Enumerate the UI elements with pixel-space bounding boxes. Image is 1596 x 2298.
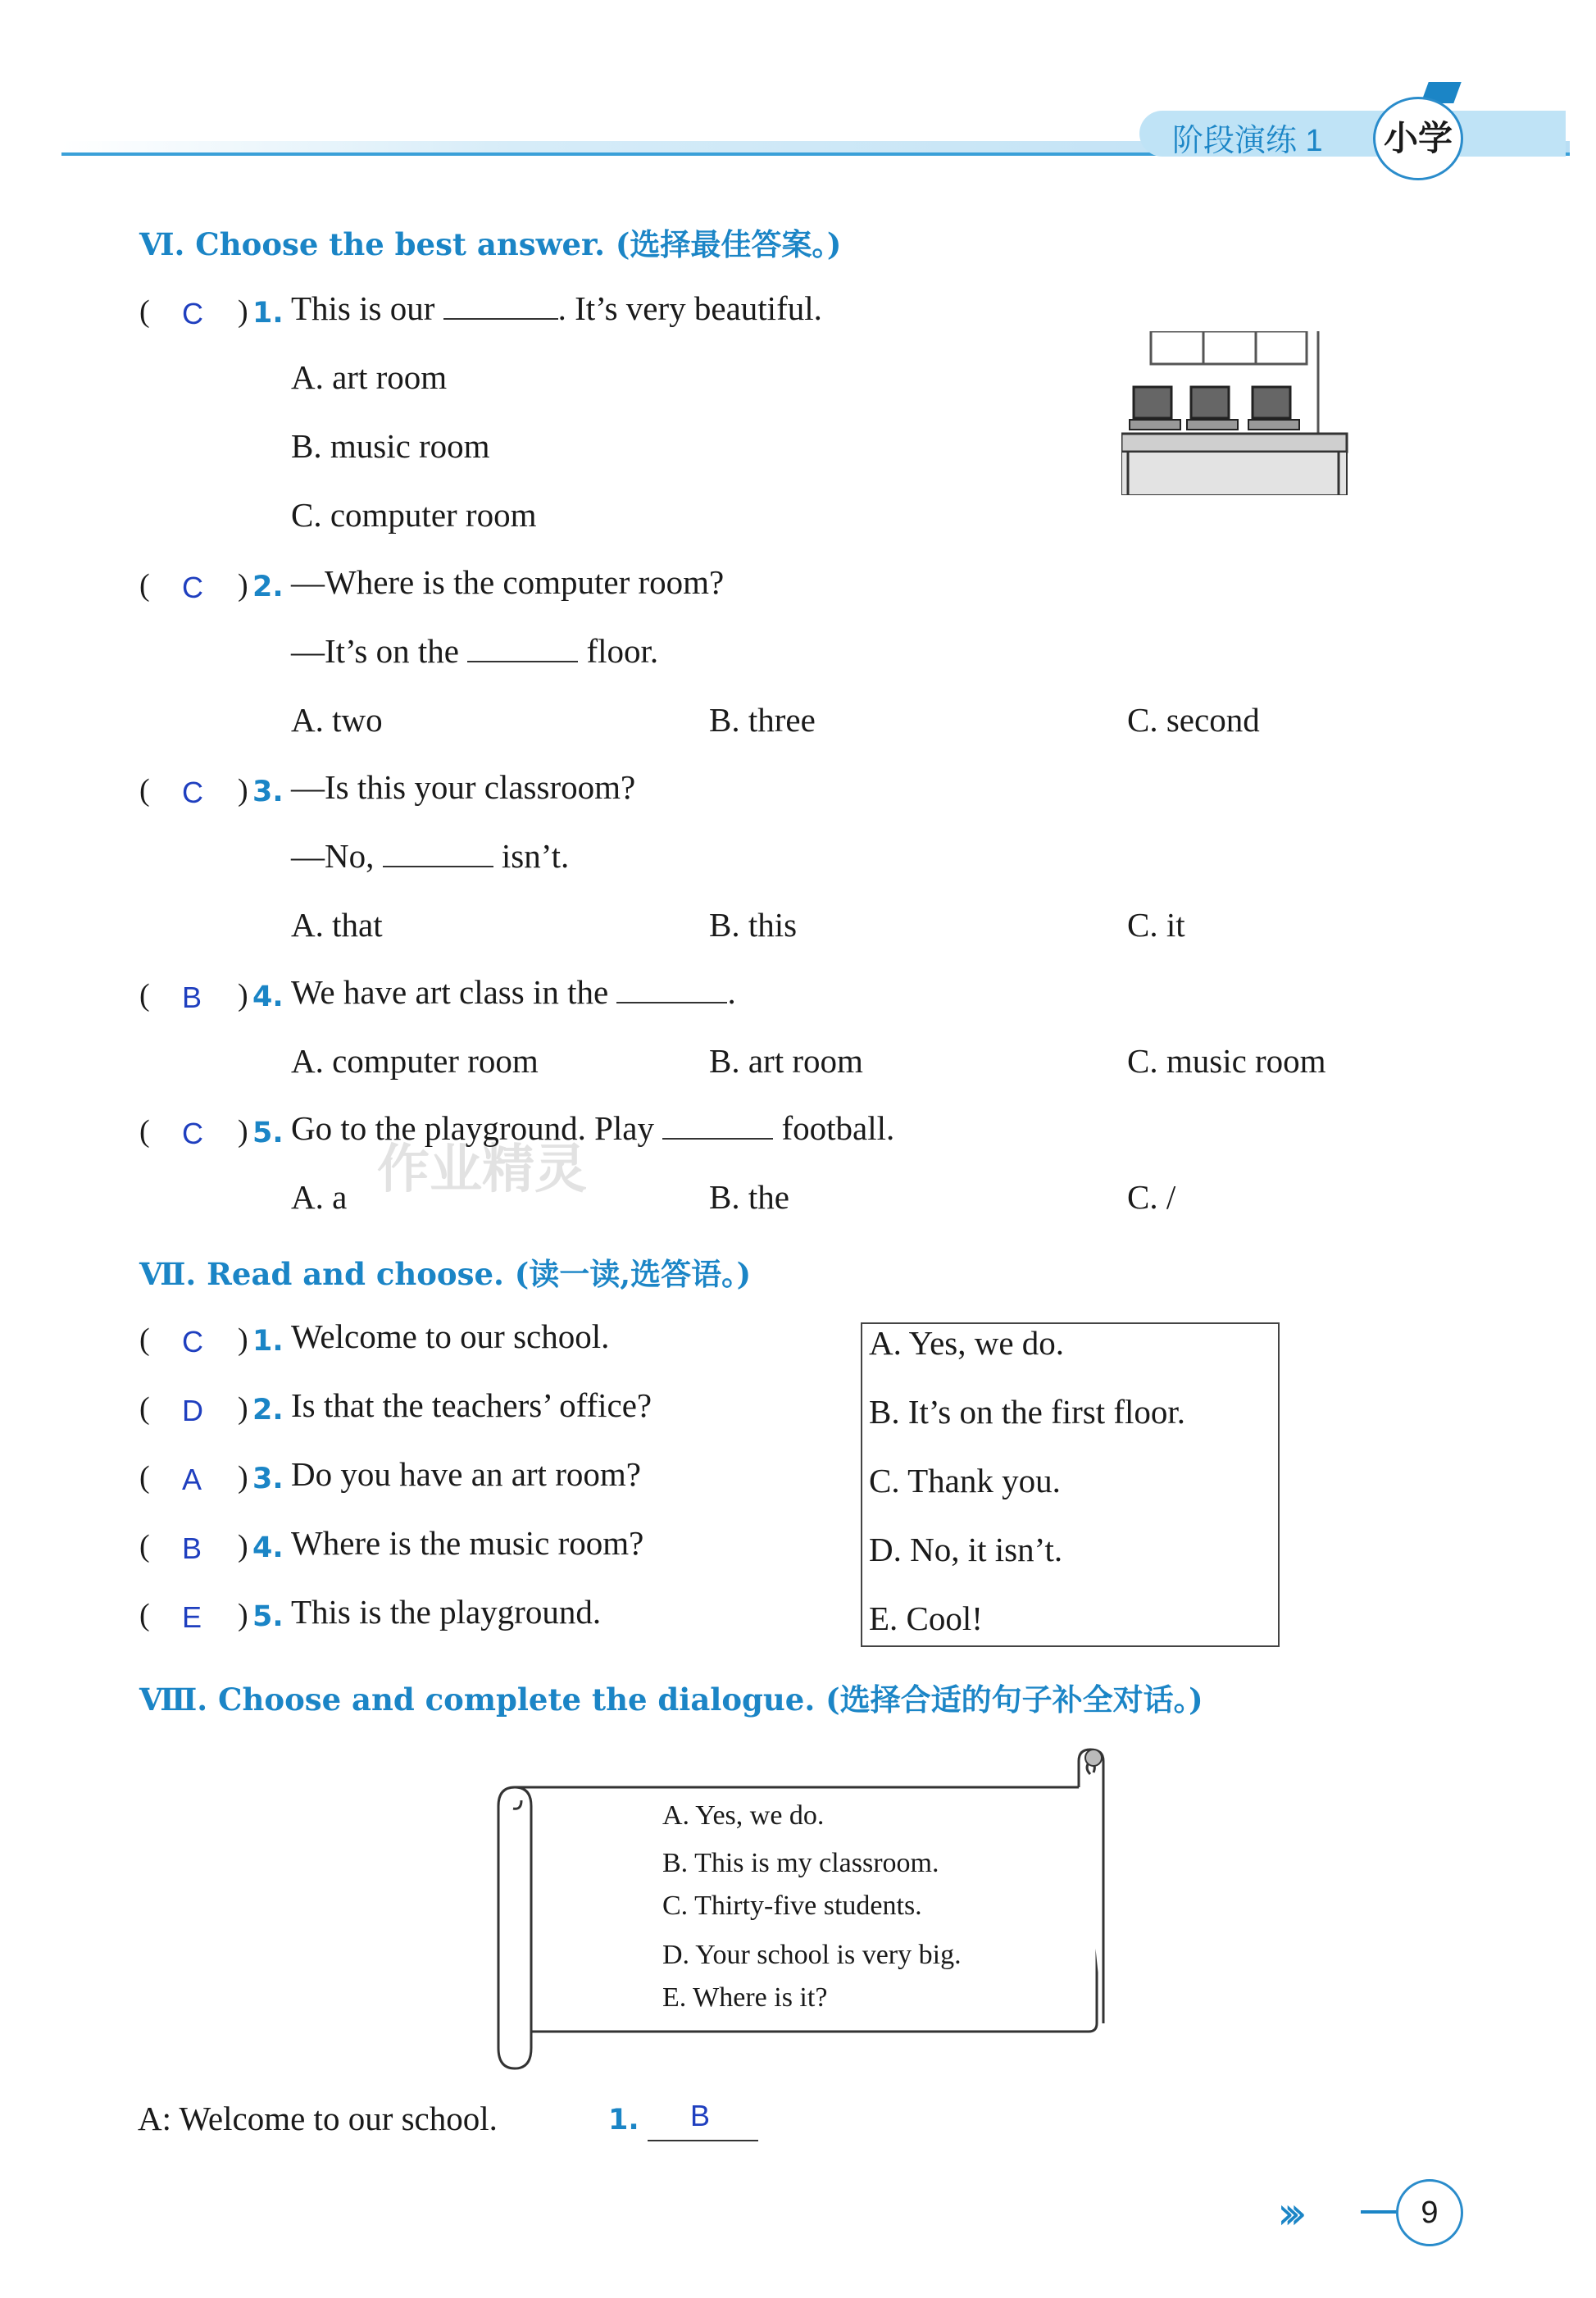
stem-part: isn’t. [501,837,570,875]
header-title: 阶段演练 1 [1172,124,1323,158]
speaker: A: [138,2100,171,2137]
option: C. music room [1127,1042,1326,1080]
question-stem [291,289,822,328]
section-7-title: Ⅶ. Read and choose. (读一读,选答语。) [139,1256,752,1292]
scroll-option: A. Yes, we do. [662,1800,825,1831]
stem-part: This is our [291,289,435,327]
option: C. second [1127,701,1260,739]
answer-paren: ( [139,1529,150,1563]
page-number: 9 [1396,2179,1463,2246]
blank-line [616,977,727,1003]
option: B. the [709,1178,789,1216]
answer-paren: ) [238,294,248,329]
answer-value: A [182,1463,202,1496]
reply-option: B. It’s on the first floor. [869,1393,1186,1431]
option: C. computer room [291,496,537,534]
question-number: 5. [252,1600,284,1633]
question-number: 1. [252,1325,284,1358]
option: A. a [291,1178,348,1216]
answer-paren: ( [139,1460,150,1495]
question-number: 4. [252,1531,284,1564]
question-number: 3. [252,1463,284,1495]
reply-option: D. No, it isn’t. [869,1531,1063,1568]
option: B. music room [291,427,490,465]
stem-part: —No, [291,837,375,875]
option: A. computer room [291,1042,539,1080]
dialogue-text: Welcome to our school. [179,2100,498,2137]
answer-paren: ) [238,1529,248,1563]
answer-paren: ) [238,773,248,808]
question-number: 2. [252,1394,284,1427]
scroll-option: C. Thirty-five students. [662,1891,922,1921]
answer-value: B [690,2099,711,2132]
question-text: Welcome to our school. [291,1317,610,1355]
answer-value: C [182,1117,203,1150]
question-text: Where is the music room? [291,1524,644,1562]
stem-part: —It’s on the [291,632,459,670]
question-stem-2 [291,631,658,671]
scroll-option: D. Your school is very big. [662,1940,962,1970]
answer-paren: ( [139,1322,150,1357]
computer-room-image [1121,331,1351,495]
question-stem-2 [291,836,569,876]
answer-value: C [182,571,203,604]
logo: 小学 [1373,97,1463,180]
answer-value: E [182,1600,202,1634]
question-text: This is the playground. [291,1593,602,1631]
stem-part: . [727,973,736,1011]
answer-paren: ( [139,1598,150,1632]
answer-paren: ( [139,1391,150,1426]
answer-value: C [182,1325,203,1358]
stem-part: We have art class in the [291,973,609,1011]
option: A. two [291,701,383,739]
stem-part: floor. [586,632,659,670]
option: A. art room [291,358,448,396]
question-number: 1. [252,297,284,330]
stem-part: . It’s very beautiful. [557,289,822,327]
answer-paren: ( [139,568,150,603]
answer-value: C [182,297,203,330]
answer-value: D [182,1394,203,1427]
question-text: Do you have an art room? [291,1455,641,1493]
question-number: 2. [252,571,284,603]
section-6-title: Ⅵ. Choose the best answer. (选择最佳答案。) [139,226,842,262]
blank-line [443,294,558,320]
question-stem: —Is this your classroom? [291,768,636,806]
scroll-option: E. Where is it? [662,1982,828,2013]
reply-option: E. Cool! [869,1599,983,1637]
option: C. / [1127,1178,1176,1216]
answer-paren: ( [139,294,150,329]
scroll-option: B. This is my classroom. [662,1848,939,1878]
watermark: 作业精灵 [377,1140,587,1200]
option: A. that [291,906,383,944]
answer-value: B [182,981,202,1014]
question-stem [291,1108,894,1148]
answer-value: C [182,776,203,809]
question-stem [291,972,736,1012]
question-number: 3. [252,776,284,808]
reply-option: A. Yes, we do. [869,1324,1065,1362]
section-8-title: Ⅷ. Choose and complete the dialogue. (选择合适的句子补全对话。) [139,1681,1203,1718]
answer-paren: ) [238,1322,248,1357]
blank-line [648,2140,758,2141]
answer-paren: ) [238,568,248,603]
answer-paren: ) [238,1460,248,1495]
answer-value: B [182,1531,202,1565]
question-number: 4. [252,981,284,1013]
answer-paren: ) [238,1114,248,1149]
answer-paren: ( [139,773,150,808]
answer-paren: ) [238,978,248,1012]
option: B. three [709,701,816,739]
blank-line [662,1113,773,1140]
reply-option: C. Thank you. [869,1462,1061,1499]
question-number: 1. [608,2104,639,2136]
answer-paren: ) [238,1391,248,1426]
blank-line [383,841,493,867]
answer-paren: ( [139,1114,150,1149]
footer-line [1361,2210,1397,2214]
question-stem: —Where is the computer room? [291,563,725,601]
dialogue-line [138,2099,498,2138]
answer-paren: ) [238,1598,248,1632]
question-number: 5. [252,1117,284,1149]
stem-part: football. [781,1109,895,1147]
option: B. art room [709,1042,863,1080]
answer-paren: ( [139,978,150,1012]
option: C. it [1127,906,1185,944]
option: B. this [709,906,798,944]
question-text: Is that the teachers’ office? [291,1386,652,1424]
stem-part: Go to the playground. Play [291,1109,654,1147]
chevron-right-icon: ››› [1277,2187,1296,2239]
blank-line [467,636,578,662]
